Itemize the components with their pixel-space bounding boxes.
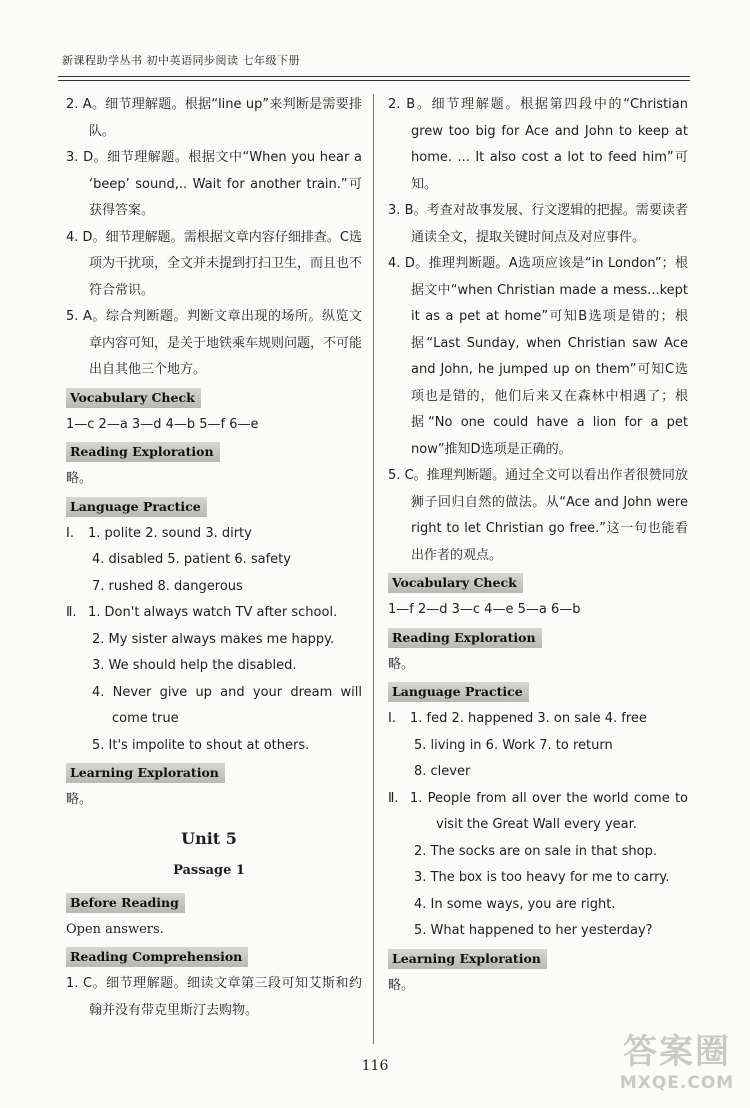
lp1-answers: 1. fed 2. happened 3. on sale 4. free — [410, 711, 647, 726]
section-label-learning: Learning Exploration — [66, 763, 225, 783]
lp1-answers: 1. polite 2. sound 3. dirty — [88, 525, 252, 541]
roman-numeral: Ⅰ. — [66, 525, 74, 541]
vocab-answers: 1—f 2—d 3—c 4—e 5—a 6—b — [388, 602, 581, 617]
watermark-logo — [618, 1032, 736, 1100]
watermark-text: 答案圈 — [623, 1032, 731, 1072]
answer-item: 4. D。推理判断题。A选项应该是“in London”；根据文中“when Christian made a mess...kept it as a pet at home”可知B选项是错的；根据“Last Sunday, when Christian saw Ace and John, he jumped up on them”可知C选项也是错的，他们后来又在森林中相遇了；根据“No one could have a lion for a pet now”推知D选项是正确的。 — [388, 256, 688, 457]
roman-numeral: Ⅰ. — [388, 711, 396, 726]
page-number: 116 — [361, 1058, 389, 1074]
watermark-url: MXQE.COM — [619, 1073, 735, 1093]
reading-answer: 略。 — [66, 471, 93, 486]
left-column — [66, 92, 362, 1024]
lp2-row: 5. It's impolite to shout at others. — [92, 737, 310, 753]
section-label-language: Language Practice — [66, 497, 207, 517]
learning-answer: 略。 — [66, 792, 93, 807]
lp1-row: 7. rushed 8. dangerous — [92, 578, 243, 594]
section-label-vocabulary: Vocabulary Check — [66, 388, 201, 408]
answer-item: 3. B。考查对故事发展、行文逻辑的把握。需要读者通读全文，提取关键时间点及对应事件。 — [388, 203, 688, 245]
lp2-answer: 1. People from all over the world come to visit the Great Wall every year. — [410, 790, 688, 832]
vocab-answers: 1—c 2—a 3—d 4—b 5—f 6—e — [66, 416, 259, 432]
section-label-learning: Learning Exploration — [388, 949, 547, 969]
section-label-reading: Reading Exploration — [66, 442, 220, 462]
answer-item: 2. B。细节理解题。根据第四段中的“Christian grew too big for Ace and John to keep at home. ... It also cost a lot to feed him”可知。 — [388, 97, 688, 192]
lp2-row: 2. My sister always makes me happy. — [92, 631, 335, 647]
right-column — [388, 92, 688, 999]
before-reading-answer: Open answers. — [66, 921, 164, 937]
learning-answer: 略。 — [388, 977, 415, 993]
section-label-reading: Reading Exploration — [388, 628, 542, 648]
unit-title: Unit 5 — [181, 828, 237, 848]
answer-item: 5. C。推理判断题。通过全文可以看出作者很赞同放狮子回归自然的做法。从“Ace and John were right to let Christian go free.”这一句也能看出作者的观点。 — [388, 468, 688, 563]
lp2-row: 3. The box is too heavy for me to carry. — [414, 870, 670, 885]
header-rule — [58, 76, 690, 77]
answer-item: 2. A。细节理解题。根据“line up”来判断是需要排队。 — [66, 97, 362, 139]
header-rule-thin — [58, 80, 690, 81]
passage-title: Passage 1 — [173, 863, 245, 878]
answer-item: 5. A。综合判断题。判断文章出现的场所。纵览文章内容可知，是关于地铁乘车规则问题，不可能出自其他三个地方。 — [66, 309, 363, 377]
lp2-answer: 1. Don't always watch TV after school. — [88, 605, 338, 620]
section-label-vocabulary: Vocabulary Check — [388, 573, 523, 593]
answer-item: 4. D。细节理解题。需根据文章内容仔细排查。C选项为干扰项，全文并未提到打扫卫生，而且也不符合常识。 — [66, 229, 363, 298]
section-label-language: Language Practice — [388, 682, 529, 702]
answer-item: 3. D。细节理解题。根据文中“When you hear a ‘beep’ sound,.. Wait for another train.”可获得答案。 — [66, 150, 362, 218]
lp2-row: 5. What happened to her yesterday? — [414, 923, 653, 938]
lp2-row — [388, 786, 688, 839]
roman-numeral: Ⅱ. — [388, 790, 399, 806]
lp1-row: 4. disabled 5. patient 6. safety — [92, 552, 291, 567]
lp2-row: 2. The socks are on sale in that shop. — [414, 843, 657, 859]
answer-item: 1. C。细节理解题。细读文章第三段可知艾斯和约翰并没有带克里斯汀去购物。 — [66, 976, 362, 1018]
lp2-row: 4. Never give up and your dream will come true — [92, 684, 362, 726]
reading-answer: 略。 — [388, 656, 415, 672]
section-label-before-reading: Before Reading — [66, 893, 185, 913]
lp1-row: 8. clever — [414, 764, 471, 779]
running-header: 新课程助学丛书 初中英语同步阅读 七年级下册 — [62, 54, 300, 67]
lp1-row — [388, 706, 688, 733]
lp2-row: 4. In some ways, you are right. — [414, 896, 616, 912]
section-label-comprehension: Reading Comprehension — [66, 947, 248, 967]
lp2-row: 3. We should help the disabled. — [92, 658, 297, 673]
lp2-row — [66, 600, 362, 627]
lp1-row: 5. living in 6. Work 7. to return — [414, 737, 613, 753]
lp1-row — [66, 521, 362, 548]
roman-numeral: Ⅱ. — [66, 605, 77, 620]
column-divider — [373, 94, 374, 1044]
